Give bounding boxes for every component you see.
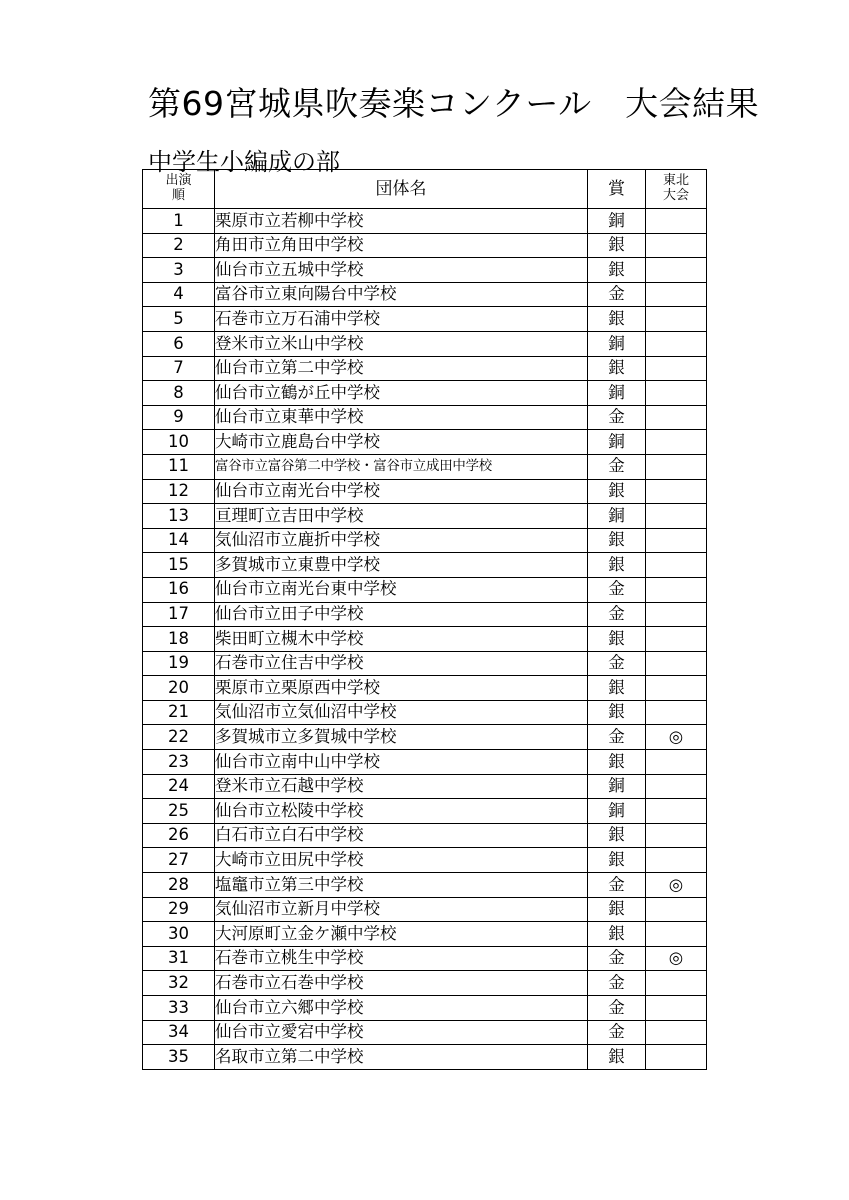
- tohoku-cell: [646, 1020, 707, 1045]
- order-cell: 21: [143, 700, 215, 725]
- award-cell: 銅: [588, 799, 646, 824]
- header-order-line1: 出演: [165, 173, 192, 189]
- tohoku-cell: [646, 996, 707, 1021]
- header-tohoku: [646, 170, 707, 209]
- order-cell: 16: [143, 577, 215, 602]
- order-cell: 19: [143, 651, 215, 676]
- tohoku-cell: [646, 504, 707, 529]
- tohoku-cell: [646, 356, 707, 381]
- table-row: [143, 454, 707, 479]
- table-row: [143, 848, 707, 873]
- tohoku-cell: [646, 553, 707, 578]
- school-name-cell: 仙台市立五城中学校: [215, 258, 588, 283]
- award-cell: 銅: [588, 331, 646, 356]
- order-cell: 33: [143, 996, 215, 1021]
- order-cell: 7: [143, 356, 215, 381]
- order-cell: 8: [143, 381, 215, 406]
- order-cell: 13: [143, 504, 215, 529]
- order-cell: 24: [143, 774, 215, 799]
- tohoku-cell: [646, 848, 707, 873]
- table-row: [143, 430, 707, 455]
- table-row: [143, 282, 707, 307]
- school-name-cell: 仙台市立田子中学校: [215, 602, 588, 627]
- tohoku-cell: ◎: [646, 873, 707, 898]
- award-cell: 金: [588, 602, 646, 627]
- table-row: [143, 676, 707, 701]
- table-row: [143, 381, 707, 406]
- order-cell: 30: [143, 922, 215, 947]
- award-cell: 金: [588, 405, 646, 430]
- tohoku-cell: [646, 233, 707, 258]
- award-cell: 金: [588, 725, 646, 750]
- school-name-cell: 仙台市立六郷中学校: [215, 996, 588, 1021]
- award-cell: 金: [588, 946, 646, 971]
- award-cell: 金: [588, 1020, 646, 1045]
- tohoku-cell: [646, 479, 707, 504]
- school-name-cell: 仙台市立第二中学校: [215, 356, 588, 381]
- tohoku-cell: [646, 627, 707, 652]
- school-name-cell: 栗原市立栗原西中学校: [215, 676, 588, 701]
- tohoku-cell: [646, 430, 707, 455]
- table-row: [143, 750, 707, 775]
- table-row: [143, 479, 707, 504]
- order-cell: 27: [143, 848, 215, 873]
- award-cell: 銀: [588, 700, 646, 725]
- header-tohoku-line2: 大会: [662, 188, 689, 203]
- table-row: [143, 996, 707, 1021]
- award-cell: 銀: [588, 922, 646, 947]
- award-cell: 金: [588, 996, 646, 1021]
- school-name-cell: 多賀城市立多賀城中学校: [215, 725, 588, 750]
- school-name-cell: 気仙沼市立鹿折中学校: [215, 528, 588, 553]
- school-name-cell: 仙台市立鶴が丘中学校: [215, 381, 588, 406]
- tohoku-cell: ◎: [646, 725, 707, 750]
- table-row: [143, 1045, 707, 1070]
- table-row: [143, 209, 707, 234]
- order-cell: 22: [143, 725, 215, 750]
- table-row: [143, 971, 707, 996]
- header-order-line2: 順: [171, 188, 185, 203]
- tohoku-cell: [646, 774, 707, 799]
- header-award: 賞: [588, 170, 646, 209]
- school-name-cell: 石巻市立住吉中学校: [215, 651, 588, 676]
- school-name-cell: 大河原町立金ケ瀬中学校: [215, 922, 588, 947]
- award-cell: 銀: [588, 848, 646, 873]
- header-order: [143, 170, 215, 209]
- school-name-cell: 仙台市立南光台東中学校: [215, 577, 588, 602]
- award-cell: 銀: [588, 479, 646, 504]
- table-row: [143, 405, 707, 430]
- table-row: [143, 922, 707, 947]
- award-cell: 銀: [588, 553, 646, 578]
- tohoku-cell: [646, 676, 707, 701]
- tohoku-cell: [646, 971, 707, 996]
- table-row: [143, 873, 707, 898]
- award-cell: 銀: [588, 528, 646, 553]
- table-row: [143, 823, 707, 848]
- header-name: 団体名: [215, 170, 588, 209]
- table-row: [143, 897, 707, 922]
- award-cell: 銀: [588, 823, 646, 848]
- school-name-cell: 柴田町立槻木中学校: [215, 627, 588, 652]
- award-cell: 銅: [588, 381, 646, 406]
- tohoku-cell: [646, 823, 707, 848]
- order-cell: 6: [143, 331, 215, 356]
- tohoku-cell: [646, 750, 707, 775]
- tohoku-cell: [646, 922, 707, 947]
- award-cell: 金: [588, 873, 646, 898]
- award-cell: 銀: [588, 233, 646, 258]
- table-row: [143, 504, 707, 529]
- tohoku-cell: [646, 258, 707, 283]
- order-cell: 23: [143, 750, 215, 775]
- table-row: [143, 1020, 707, 1045]
- tohoku-cell: [646, 331, 707, 356]
- results-table: [142, 169, 707, 1070]
- school-name-cell: 栗原市立若柳中学校: [215, 209, 588, 234]
- award-cell: 銀: [588, 356, 646, 381]
- tohoku-cell: [646, 577, 707, 602]
- award-cell: 銅: [588, 774, 646, 799]
- page-title: 第69宮城県吹奏楽コンクール 大会結果: [148, 84, 760, 123]
- table-row: [143, 553, 707, 578]
- table-header-row: [143, 170, 707, 209]
- table-row: [143, 356, 707, 381]
- school-name-cell: 石巻市立石巻中学校: [215, 971, 588, 996]
- school-name-cell: 仙台市立南中山中学校: [215, 750, 588, 775]
- school-name-cell: 仙台市立愛宕中学校: [215, 1020, 588, 1045]
- order-cell: 28: [143, 873, 215, 898]
- award-cell: 銅: [588, 430, 646, 455]
- order-cell: 29: [143, 897, 215, 922]
- order-cell: 4: [143, 282, 215, 307]
- order-cell: 17: [143, 602, 215, 627]
- order-cell: 26: [143, 823, 215, 848]
- table-row: [143, 258, 707, 283]
- award-cell: 金: [588, 577, 646, 602]
- award-cell: 銀: [588, 1045, 646, 1070]
- school-name-cell: 仙台市立南光台中学校: [215, 479, 588, 504]
- order-cell: 14: [143, 528, 215, 553]
- tohoku-cell: [646, 454, 707, 479]
- tohoku-cell: [646, 799, 707, 824]
- award-cell: 銀: [588, 676, 646, 701]
- section-title: 中学生小編成の部: [148, 148, 340, 176]
- award-cell: 銅: [588, 209, 646, 234]
- award-cell: 銀: [588, 258, 646, 283]
- award-cell: 金: [588, 282, 646, 307]
- order-cell: 12: [143, 479, 215, 504]
- award-cell: 銀: [588, 627, 646, 652]
- school-name-cell: 仙台市立松陵中学校: [215, 799, 588, 824]
- order-cell: 18: [143, 627, 215, 652]
- school-name-cell: 気仙沼市立気仙沼中学校: [215, 700, 588, 725]
- order-cell: 25: [143, 799, 215, 824]
- table-row: [143, 799, 707, 824]
- order-cell: 10: [143, 430, 215, 455]
- school-name-cell: 白石市立白石中学校: [215, 823, 588, 848]
- table-row: [143, 528, 707, 553]
- award-cell: 銀: [588, 750, 646, 775]
- order-cell: 9: [143, 405, 215, 430]
- table-row: [143, 946, 707, 971]
- tohoku-cell: [646, 897, 707, 922]
- table-body: [143, 209, 707, 1070]
- school-name-cell: 仙台市立東華中学校: [215, 405, 588, 430]
- school-name-cell: 大崎市立鹿島台中学校: [215, 430, 588, 455]
- school-name-cell: 登米市立米山中学校: [215, 331, 588, 356]
- tohoku-cell: [646, 1045, 707, 1070]
- order-cell: 35: [143, 1045, 215, 1070]
- award-cell: 銅: [588, 504, 646, 529]
- school-name-cell: 富谷市立富谷第二中学校・富谷市立成田中学校: [215, 454, 588, 479]
- order-cell: 5: [143, 307, 215, 332]
- award-cell: 金: [588, 454, 646, 479]
- tohoku-cell: [646, 209, 707, 234]
- school-name-cell: 名取市立第二中学校: [215, 1045, 588, 1070]
- school-name-cell: 富谷市立東向陽台中学校: [215, 282, 588, 307]
- tohoku-cell: ◎: [646, 946, 707, 971]
- school-name-cell: 気仙沼市立新月中学校: [215, 897, 588, 922]
- school-name-cell: 石巻市立桃生中学校: [215, 946, 588, 971]
- school-name-cell: 大崎市立田尻中学校: [215, 848, 588, 873]
- table-row: [143, 651, 707, 676]
- school-name-cell: 亘理町立吉田中学校: [215, 504, 588, 529]
- order-cell: 34: [143, 1020, 215, 1045]
- tohoku-cell: [646, 282, 707, 307]
- award-cell: 銀: [588, 897, 646, 922]
- order-cell: 32: [143, 971, 215, 996]
- school-name-cell: 塩竈市立第三中学校: [215, 873, 588, 898]
- award-cell: 金: [588, 651, 646, 676]
- order-cell: 11: [143, 454, 215, 479]
- tohoku-cell: [646, 528, 707, 553]
- tohoku-cell: [646, 602, 707, 627]
- table-row: [143, 627, 707, 652]
- table-row: [143, 331, 707, 356]
- award-cell: 金: [588, 971, 646, 996]
- tohoku-cell: [646, 307, 707, 332]
- tohoku-cell: [646, 405, 707, 430]
- table-row: [143, 577, 707, 602]
- school-name-cell: 石巻市立万石浦中学校: [215, 307, 588, 332]
- table-row: [143, 307, 707, 332]
- order-cell: 3: [143, 258, 215, 283]
- award-cell: 銀: [588, 307, 646, 332]
- school-name-cell: 登米市立石越中学校: [215, 774, 588, 799]
- table-row: [143, 233, 707, 258]
- header-tohoku-line1: 東北: [662, 173, 689, 189]
- school-name-cell: 多賀城市立東豊中学校: [215, 553, 588, 578]
- table-row: [143, 725, 707, 750]
- order-cell: 31: [143, 946, 215, 971]
- order-cell: 1: [143, 209, 215, 234]
- tohoku-cell: [646, 651, 707, 676]
- tohoku-cell: [646, 700, 707, 725]
- order-cell: 15: [143, 553, 215, 578]
- tohoku-cell: [646, 381, 707, 406]
- school-name-cell: 角田市立角田中学校: [215, 233, 588, 258]
- order-cell: 20: [143, 676, 215, 701]
- order-cell: 2: [143, 233, 215, 258]
- table-row: [143, 602, 707, 627]
- table-row: [143, 774, 707, 799]
- table-row: [143, 700, 707, 725]
